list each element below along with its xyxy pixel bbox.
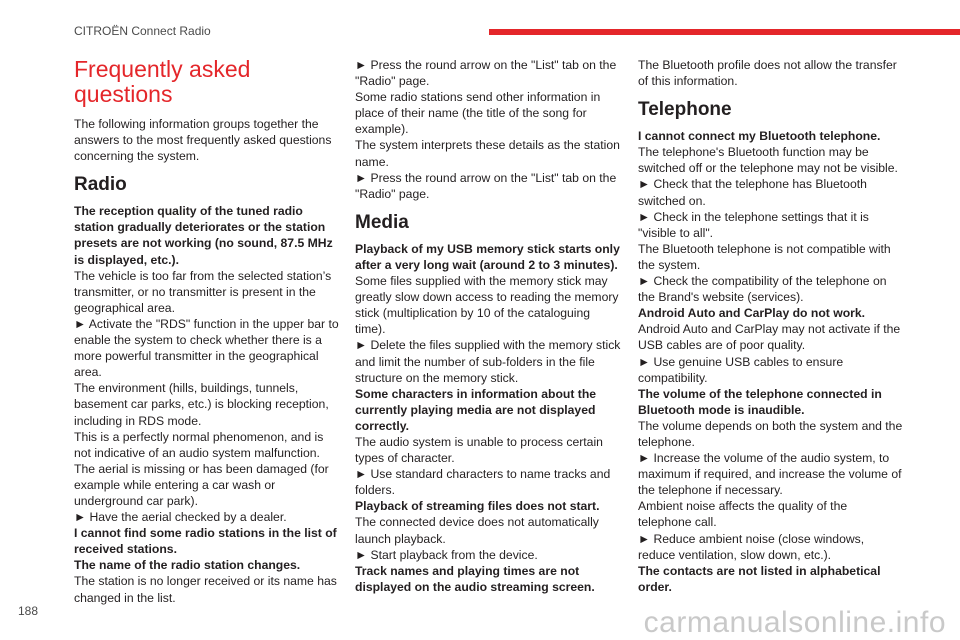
media-answer-2: The audio system is unable to process certain types of character. — [355, 434, 603, 466]
column-2 — [355, 57, 621, 595]
intro-paragraph: The following information groups together the answers to the most frequently asked questions concerning the system. — [74, 117, 332, 164]
radio-answer-5: The station is no longer received or its name has changed in the list. — [74, 574, 337, 605]
radio-answer-3: This is a perfectly normal phenomenon, and is not indicative of an audio system malfunction. — [74, 429, 324, 460]
telephone-step-5: ► Increase the volume of the audio system, to maximum if required, and increase the volume of the telephone if necessary. — [638, 450, 904, 498]
telephone-answer-2: The Bluetooth telephone is not compatible with the system. — [638, 241, 891, 272]
radio-step-4: ► Press the round arrow on the "List" tab on the "Radio" page. — [355, 170, 621, 202]
radio-step-3: ► Press the round arrow on the "List" tab on the "Radio" page. — [355, 57, 621, 89]
telephone-question-3: The volume of the telephone connected in Bluetooth mode is inaudible. — [638, 386, 882, 417]
radio-step-2: ► Have the aerial checked by a dealer. — [74, 509, 340, 525]
media-step-3: ► Start playback from the device. — [355, 547, 621, 563]
column-1 — [74, 57, 340, 606]
header-accent-bar — [489, 29, 960, 35]
media-answer-4: The Bluetooth profile does not allow the transfer of this information. — [638, 58, 897, 89]
radio-answer-2: The environment (hills, buildings, tunnels, basement car parks, etc.) is blocking reception, including in RDS mode. — [74, 381, 329, 428]
media-step-2: ► Use standard characters to name tracks and folders. — [355, 466, 621, 498]
telephone-step-4: ► Use genuine USB cables to ensure compatibility. — [638, 354, 904, 386]
radio-answer-4: The aerial is missing or has been damaged (for example while entering a car wash or underground car park). — [74, 461, 329, 508]
telephone-answer-3: Android Auto and CarPlay may not activate if the USB cables are of poor quality. — [638, 322, 901, 353]
media-step-1: ► Delete the files supplied with the memory stick and limit the number of sub-folders in the file structure on the memory stick. — [355, 337, 621, 385]
faq-title: Frequently asked questions — [74, 56, 251, 107]
radio-step-1: ► Activate the "RDS" function in the upper bar to enable the system to check whether there is a more powerful transmitter in the geographical area. — [74, 316, 340, 380]
radio-question-3: The name of the radio station changes. — [74, 558, 301, 573]
radio-question-1: The reception quality of the tuned radio station gradually deteriorates or the station presets are not working (no sound, 87.5 MHz is displayed, etc.). — [74, 204, 333, 267]
telephone-answer-4: The volume depends on both the system and the telephone. — [638, 418, 903, 449]
telephone-question-1: I cannot connect my Bluetooth telephone. — [638, 129, 881, 144]
radio-answer-1: The vehicle is too far from the selected station’s transmitter, or no transmitter is present in the geographical area. — [74, 268, 332, 315]
media-question-2: Some characters in information about the currently playing media are not displayed correctly. — [355, 386, 597, 433]
media-heading: Media — [355, 211, 409, 233]
telephone-question-2: Android Auto and CarPlay do not work. — [638, 306, 866, 321]
media-question-4: Track names and playing times are not displayed on the audio streaming screen. — [355, 563, 595, 594]
media-answer-1: Some files supplied with the memory stick may greatly slow down access to reading the memory stick (multiplication by 10 of the cataloguing time). — [355, 274, 619, 337]
running-header-title: CITROËN Connect Radio — [74, 24, 211, 38]
media-question-3: Playback of streaming files does not start. — [355, 499, 600, 514]
radio-heading: Radio — [74, 174, 127, 196]
column-3 — [638, 57, 904, 595]
telephone-answer-1: The telephone's Bluetooth function may be switched off or the telephone may not be visible. — [638, 145, 898, 176]
telephone-step-1: ► Check that the telephone has Bluetooth switched on. — [638, 176, 904, 208]
watermark-text: carmanualsonline.info — [643, 606, 946, 639]
telephone-step-6: ► Reduce ambient noise (close windows, reduce ventilation, slow down, etc.). — [638, 531, 904, 563]
page-number: 188 — [18, 604, 39, 618]
telephone-step-2: ► Check in the telephone settings that it is "visible to all". — [638, 209, 904, 241]
telephone-answer-5: Ambient noise affects the quality of the telephone call. — [638, 499, 848, 530]
telephone-heading: Telephone — [638, 99, 732, 121]
radio-question-2: I cannot find some radio stations in the list of received stations. — [74, 526, 337, 557]
radio-answer-7: The system interprets these details as the station name. — [355, 138, 620, 169]
media-answer-3: The connected device does not automatically launch playback. — [355, 515, 599, 546]
radio-answer-6: Some radio stations send other information in place of their name (the title of the song for example). — [355, 90, 601, 137]
telephone-question-4: The contacts are not listed in alphabetical order. — [638, 563, 881, 594]
telephone-step-3: ► Check the compatibility of the telephone on the Brand's website (services). — [638, 273, 904, 305]
media-question-1: Playback of my USB memory stick starts only after a very long wait (around 2 to 3 minutes). — [355, 241, 620, 272]
